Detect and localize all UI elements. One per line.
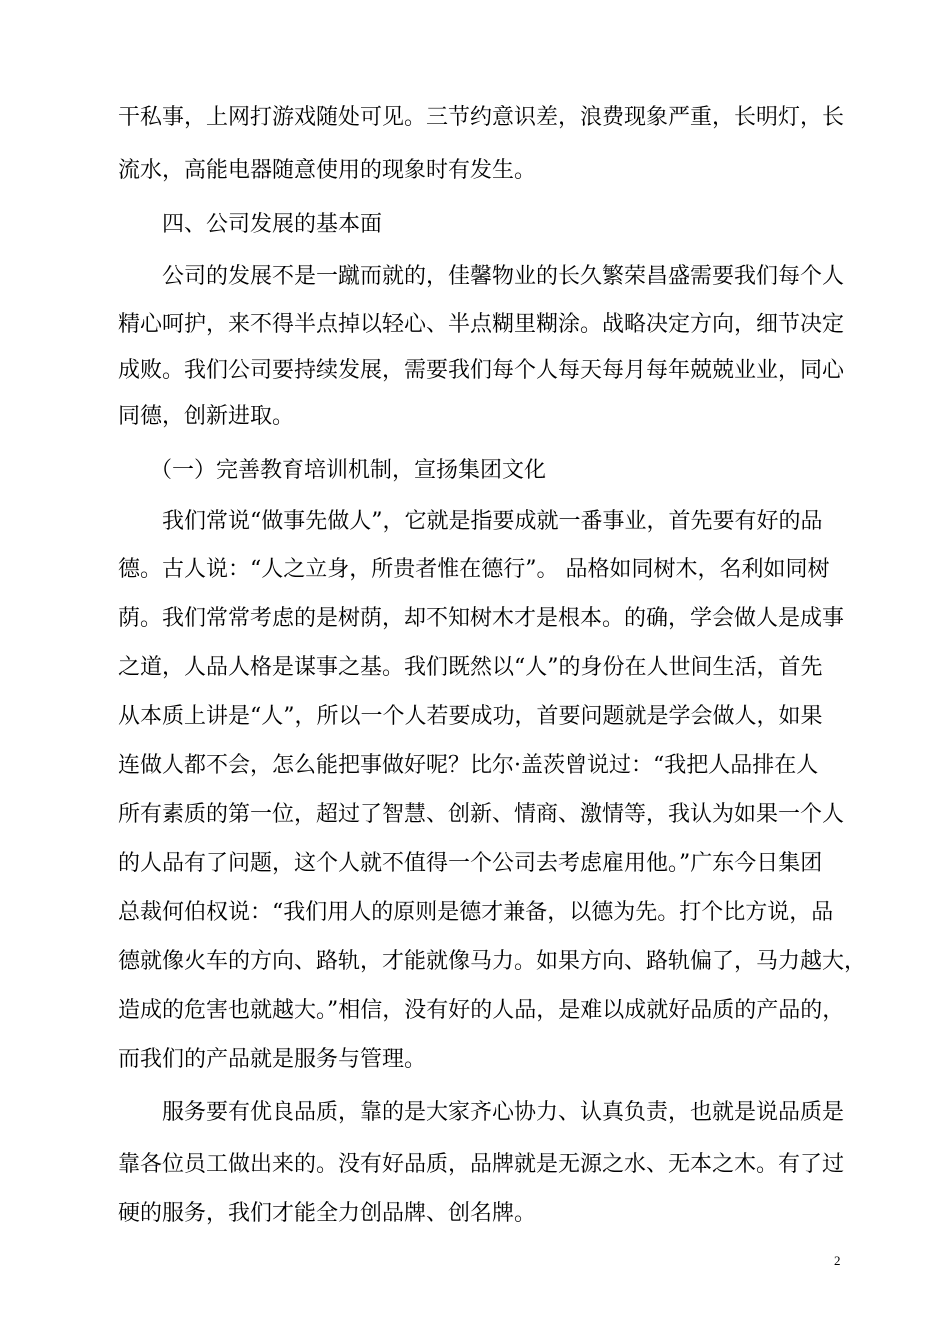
text-line: 成败。我们公司要持续发展，需要我们每个人每天每月每年兢兢业业，同心 <box>118 358 845 383</box>
text-line: 硬的服务，我们才能全力创品牌、创名牌。 <box>118 1201 537 1226</box>
text-line: 我们常说“做事先做人”，它就是指要成就一番事业，首先要有好的品 <box>162 509 823 534</box>
text-line: 的人品有了问题，这个人就不值得一个公司去考虑雇用他。”广东今日集团 <box>118 851 823 876</box>
text-line: 服务要有优良品质，靠的是大家齐心协力、认真负责，也就是说品质是 <box>162 1100 845 1125</box>
text-line: 造成的危害也就越大。”相信，没有好的人品，是难以成就好品质的产品的， <box>118 998 845 1023</box>
text-line: 公司的发展不是一蹴而就的，佳馨物业的长久繁荣昌盛需要我们每个人 <box>162 264 845 289</box>
text-line: 德。古人说：“人之立身，所贵者惟在德行”。 品格如同树木，名利如同树 <box>118 557 830 582</box>
text-line: 总裁何伯权说：“我们用人的原则是德才兼备，以德为先。打个比方说，品 <box>118 900 834 925</box>
subsection-heading: （一）完善教育培训机制，宣扬集团文化 <box>150 458 547 483</box>
text-line: 干私事，上网打游戏随处可见。三节约意识差，浪费现象严重，长明灯，长 <box>118 105 845 130</box>
text-line: 流水，高能电器随意使用的现象时有发生。 <box>118 158 537 183</box>
section-heading: 四、公司发展的基本面 <box>162 212 383 237</box>
text-line: 之道，人品人格是谋事之基。我们既然以“人”的身份在人世间生活，首先 <box>118 655 823 680</box>
text-line: 所有素质的第一位，超过了智慧、创新、情商、激情等，我认为如果一个人 <box>118 802 845 827</box>
text-line: 精心呵护，来不得半点掉以轻心、半点糊里糊涂。战略决定方向，细节决定 <box>118 312 845 337</box>
text-line: 同德，创新进取。 <box>118 404 295 429</box>
text-line: 德就像火车的方向、路轨，才能就像马力。如果方向、路轨偏了，马力越大， <box>118 949 867 974</box>
text-line: 从本质上讲是“人”，所以一个人若要成功，首要问题就是学会做人，如果 <box>118 704 823 729</box>
text-line: 荫。我们常常考虑的是树荫，却不知树木才是根本。的确，学会做人是成事 <box>118 606 845 631</box>
page-number: 2 <box>834 1253 841 1268</box>
text-line: 靠各位员工做出来的。没有好品质，品牌就是无源之水、无本之木。有了过 <box>118 1152 845 1177</box>
text-line: 连做人都不会，怎么能把事做好呢？比尔·盖茨曾说过：“我把人品排在人 <box>118 753 819 778</box>
text-line: 而我们的产品就是服务与管理。 <box>118 1047 427 1072</box>
